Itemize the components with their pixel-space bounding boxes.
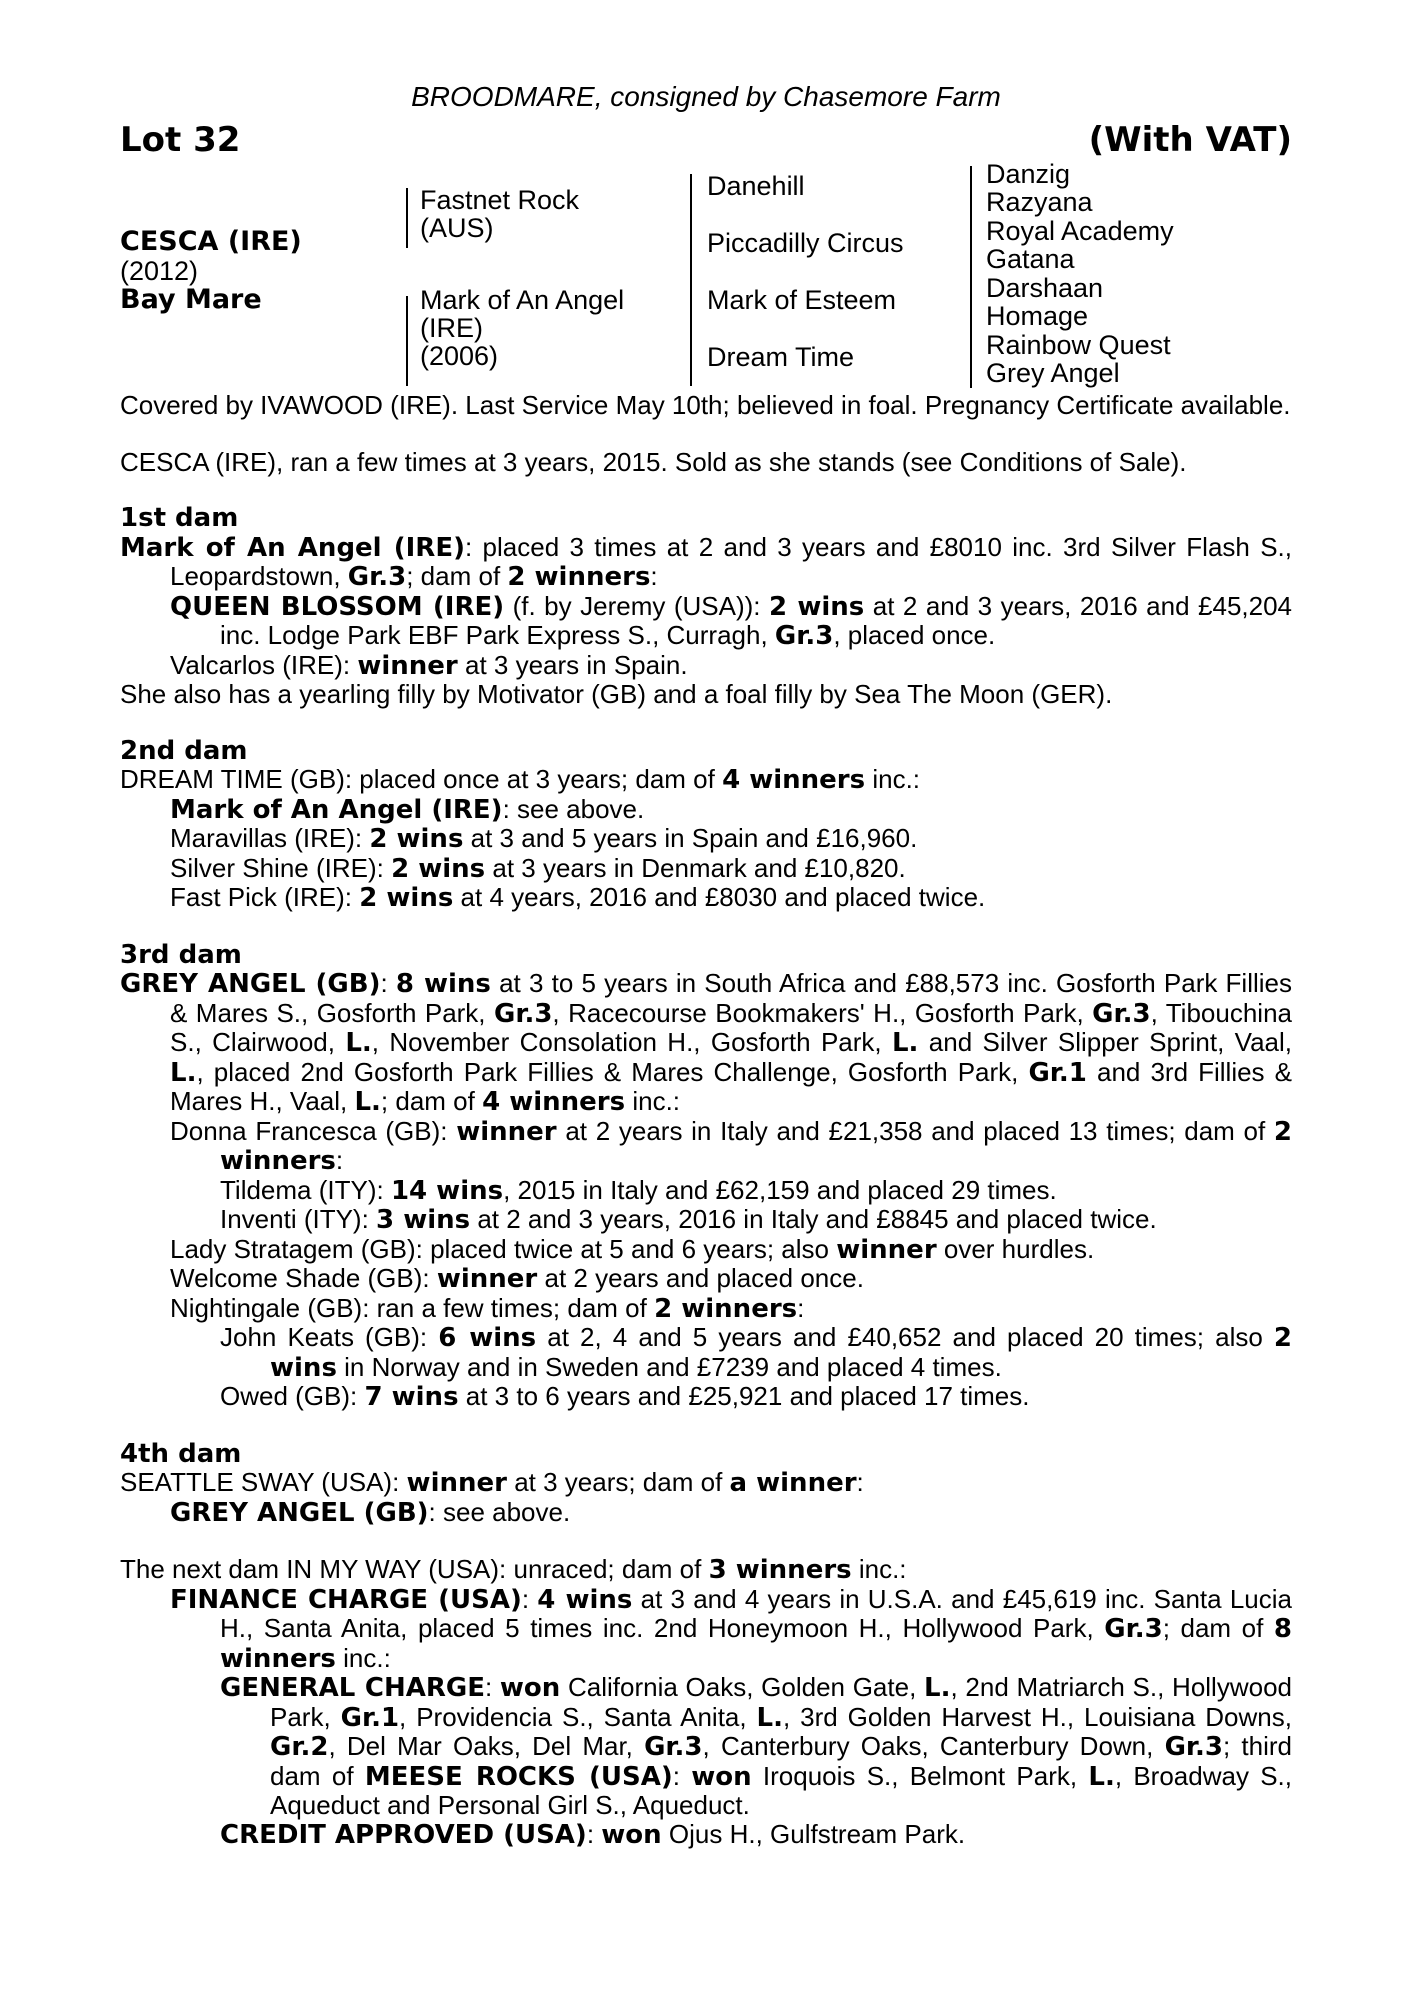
dam3-grandfoal: Tildema (ITY): 14 wins, 2015 in Italy and £62,159 and placed 29 times. — [220, 1174, 1057, 1206]
dam4-foal: GREY ANGEL (GB): see above. — [170, 1496, 571, 1528]
dam3-foal: Lady Stratagem (GB): placed twice at 5 and 6 years; also winner over hurdles. — [170, 1233, 1095, 1265]
gen3-3: Royal Academy — [986, 216, 1174, 246]
gen2-sire-dam: Piccadilly Circus — [707, 228, 904, 258]
dam3-entry: GREY ANGEL (GB): 8 wins at 3 to 5 years in South Africa and £88,573 inc. Gosforth Park Fillies & Mares S., Gosforth Park, Gr.3, Racecourse Bookmakers' H., Gosforth Park, Gr.3, Tibouchina S., Clairwood, L., November Consolation H., Gosforth Park, L. and Silver Slipper Sprint, Vaal, L., placed 2nd Gosforth Park Fillies & Mares Challenge, Gosforth Park, Gr.1 and 3rd Fillies & Mares H., Vaal, L.; dam of 4 winners inc.: — [120, 968, 1293, 1117]
gen3-8: Grey Angel — [986, 358, 1120, 388]
dam3-grandfoal: Inventi (ITY): 3 wins at 2 and 3 years, 2016 in Italy and £8845 and placed twice. — [220, 1204, 1157, 1235]
section-title-4th-dam: 4th dam — [120, 1438, 242, 1469]
next-dam-grandfoal: GENERAL CHARGE: won California Oaks, Golden Gate, L., 2nd Matriarch S., Hollywood Park, Gr.1, Providencia S., Santa Anita, L., 3rd Golden Harvest H., Louisiana Downs, Gr.2, Del Mar Oaks, Del Mar, Gr.3, Canterbury Oaks, Canterbury Down, Gr.3; third dam of MEESE ROCKS (USA): won Iroquois S., Belmont Park, L., Broadway S., Aqueduct and Personal Girl S., Aqueduct. — [220, 1672, 1293, 1820]
lot-number: Lot 32 — [120, 120, 241, 160]
next-dam-grandfoal: CREDIT APPROVED (USA): won Ojus H., Gulfstream Park. — [220, 1818, 966, 1850]
horse-sex: Bay Mare — [120, 284, 262, 315]
dam3-grandfoal: Owed (GB): 7 wins at 3 to 6 years and £25,921 and placed 17 times. — [220, 1381, 1030, 1412]
gen3-6: Homage — [986, 301, 1089, 331]
pedigree-divider — [406, 188, 408, 248]
gen3-5: Darshaan — [986, 273, 1104, 303]
pedigree-table — [120, 159, 1292, 391]
consignor-header: BROODMARE, consigned by Chasemore Farm — [411, 81, 1001, 112]
catalogue-body — [120, 391, 1292, 1849]
pedigree-divider — [690, 174, 692, 386]
dam1-entry: Mark of An Angel (IRE): placed 3 times at 2 and 3 years and £8010 inc. 3rd Silver Flash S., Leopardstown, Gr.3; dam of 2 winners: — [120, 531, 1292, 592]
dam3-foal: Nightingale (GB): ran a few times; dam of 2 winners: — [170, 1292, 805, 1324]
gen2-dam-dam: Dream Time — [707, 342, 855, 372]
dam1-foal-valcarlos: Valcarlos (IRE): winner at 3 years in Spain. — [170, 649, 688, 681]
gen2-sire-sire: Danehill — [707, 171, 805, 201]
section-title-2nd-dam: 2nd dam — [120, 735, 248, 766]
race-record: CESCA (IRE), ran a few times at 3 years, 2015. Sold as she stands (see Conditions of Sale). — [120, 446, 1187, 477]
dam1-young-stock: She also has a yearling filly by Motivator (GB) and a foal filly by Sea The Moon (GER). — [120, 679, 1113, 709]
pedigree-divider — [406, 296, 408, 386]
dam2-entry: DREAM TIME (GB): placed once at 3 years; dam of 4 winners inc.: — [120, 764, 921, 795]
dam2-foal: Maravillas (IRE): 2 wins at 3 and 5 years in Spain and £16,960. — [170, 823, 918, 854]
dam-name: Mark of An Angel — [420, 285, 625, 315]
gen3-1: Danzig — [986, 159, 1071, 189]
dam4-entry: SEATTLE SWAY (USA): winner at 3 years; dam of a winner: — [120, 1467, 864, 1498]
covering-note: Covered by IVAWOOD (IRE). Last Service May 10th; believed in foal. Pregnancy Certificate available. — [120, 390, 1291, 420]
gen2-dam-sire: Mark of Esteem — [707, 285, 897, 315]
vat-label: (With VAT) — [1088, 120, 1292, 160]
lot-line — [120, 120, 1292, 166]
dam3-foal: Donna Francesca (GB): winner at 2 years in Italy and £21,358 and placed 13 times; dam of 2 winners: — [170, 1115, 1293, 1176]
dam2-foal: Silver Shine (IRE): 2 wins at 3 years in Denmark and £10,820. — [170, 852, 906, 884]
next-dam-entry: The next dam IN MY WAY (USA): unraced; dam of 3 winners inc.: — [120, 1554, 907, 1585]
dam3-foal: Welcome Shade (GB): winner at 2 years and placed once. — [170, 1263, 864, 1294]
dam2-foal: Mark of An Angel (IRE): see above. — [170, 793, 645, 825]
dam-country: (IRE) — [420, 313, 483, 343]
dam2-foal: Fast Pick (IRE): 2 wins at 4 years, 2016 and £8030 and placed twice. — [170, 882, 986, 913]
section-title-3rd-dam: 3rd dam — [120, 939, 242, 970]
dam1-foal-queen-blossom: QUEEN BLOSSOM (IRE) (f. by Jeremy (USA)): 2 wins at 2 and 3 years, 2016 and £45,204 inc. Lodge Park EBF Park Express S., Curragh, Gr.3, placed once. — [170, 590, 1293, 651]
gen3-4: Gatana — [986, 244, 1075, 274]
catalogue-page — [120, 80, 1292, 1849]
gen3-7: Rainbow Quest — [986, 330, 1171, 360]
horse-year: (2012) — [120, 256, 199, 286]
gen3-2: Razyana — [986, 187, 1093, 217]
sire-name: Fastnet Rock — [420, 185, 580, 215]
section-title-1st-dam: 1st dam — [120, 503, 239, 533]
dam3-grandfoal: John Keats (GB): 6 wins at 2, 4 and 5 years and £40,652 and placed 20 times; also 2 wins in Norway and in Sweden and £7239 and placed 4 times. — [220, 1322, 1292, 1383]
next-dam-foal: FINANCE CHARGE (USA): 4 wins at 3 and 4 years in U.S.A. and £45,619 inc. Santa Lucia H., Santa Anita, placed 5 times inc. 2nd Honeymoon H., Hollywood Park, Gr.3; dam of 8 winners inc.: — [170, 1583, 1293, 1674]
dam-year: (2006) — [420, 341, 499, 371]
pedigree-divider — [970, 166, 972, 388]
sire-country: (AUS) — [420, 213, 494, 243]
horse-name: CESCA (IRE) — [120, 226, 302, 257]
dam1-name: Mark of An Angel (IRE) — [120, 532, 465, 563]
